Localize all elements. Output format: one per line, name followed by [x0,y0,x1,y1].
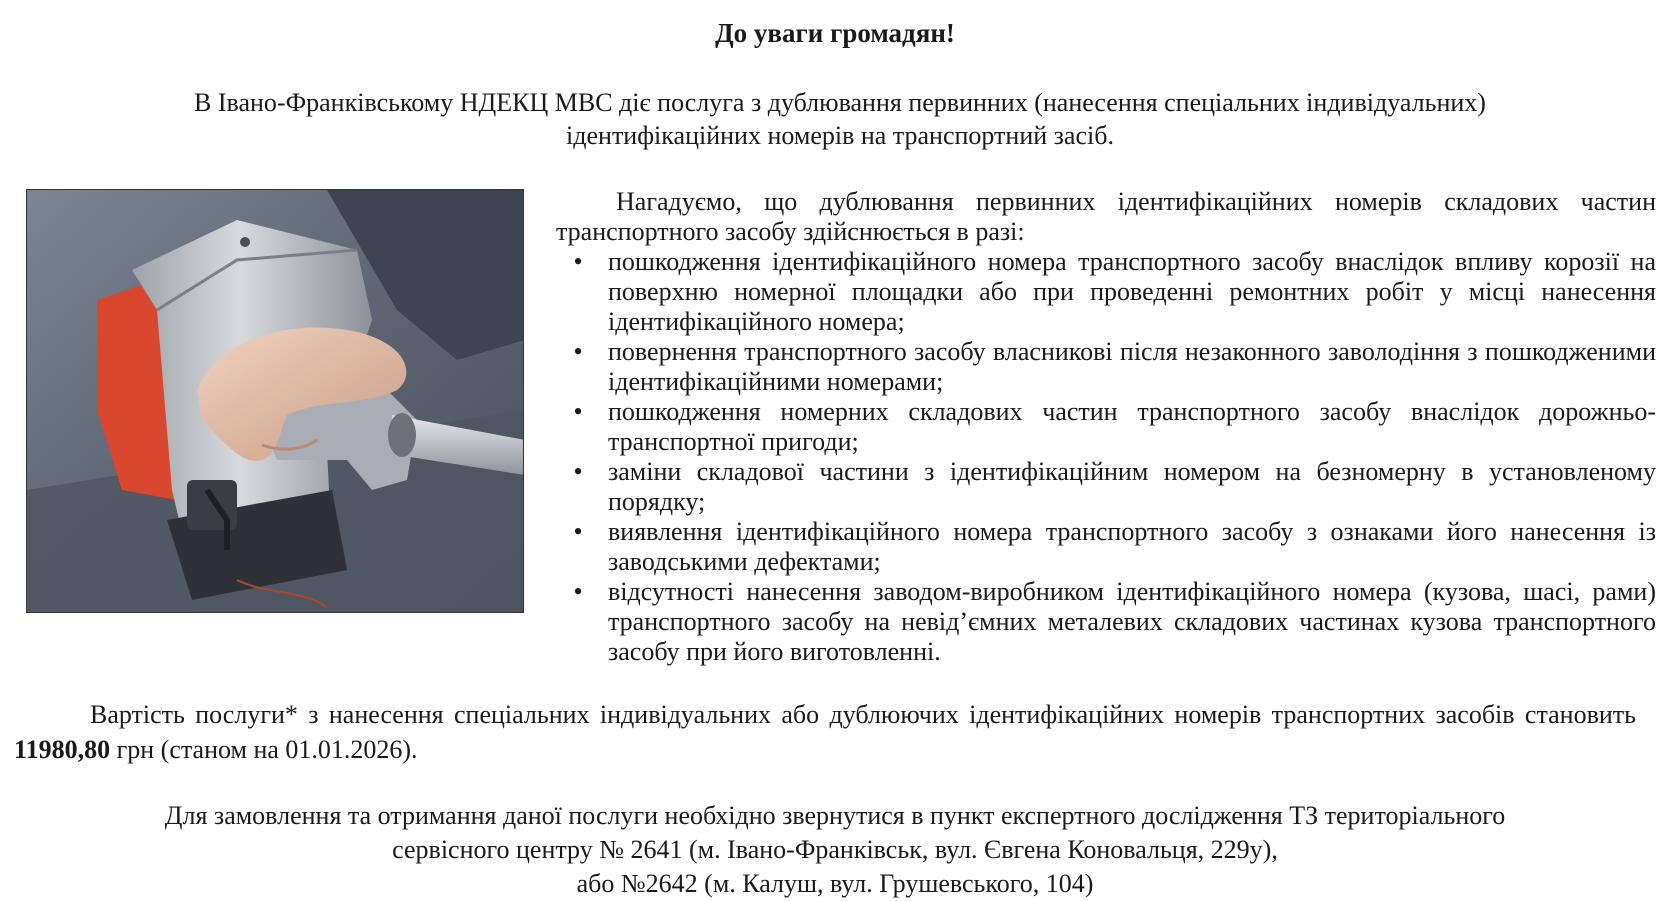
list-item-text: виявлення ідентифікаційного номера транспортного засобу з ознаками його нанесення із заводськими дефектами; [608,517,1656,576]
price-text-before: Вартість послуги* з нанесення спеціальних індивідуальних або дублюючих ідентифікаційних номерів транспортних засобів становить [90,700,1636,729]
marking-machine-illustration [27,190,524,613]
intro-paragraph [40,86,1640,152]
list-item-text: заміни складової частини з ідентифікаційним номером на безномерну в установленому порядку; [608,457,1656,516]
price-text-after: грн (станом на 01.01.2026). [110,735,418,764]
intro-line-2: ідентифікаційних номерів на транспортний засіб. [566,121,1114,150]
list-item [573,577,1656,667]
reasons-section [556,187,1656,667]
contact-paragraph [20,799,1650,901]
list-item [573,337,1656,397]
contact-line-1: Для замовлення та отримання даної послуги необхідно звернутися в пункт експертного дослідження ТЗ територіального [164,801,1506,830]
contact-line-3: або №2642 (м. Калуш, вул. Грушевського, 104) [576,869,1094,898]
bullet-icon: • [573,337,583,366]
list-item [573,397,1656,457]
bullet-icon: • [573,577,583,606]
intro-line-1: В Івано-Франківському НДЕКЦ МВС діє послуга з дублювання первинних (нанесення спеціальних індивідуальних) [194,88,1486,117]
bullet-icon: • [573,457,583,486]
bullet-icon: • [573,247,583,276]
list-item-text: відсутності нанесення заводом-виробником ідентифікаційного номера (кузова, шасі, рами) транспортного засобу на невід’ємних металевих складових частинах кузова транспортного засобу при його виготовленні. [608,577,1656,666]
list-item [573,517,1656,577]
reasons-lead: Нагадуємо, що дублювання первинних ідентифікаційних номерів складових частин транспортного засобу здійснюється в разі: [556,187,1656,246]
bullet-icon: • [573,397,583,426]
list-item-text: пошкодження номерних складових частин транспортного засобу внаслідок дорожньо-транспортної пригоди; [608,397,1656,456]
list-item [573,457,1656,517]
list-item-text: повернення транспортного засобу власникові після незаконного заволодіння з пошкодженими ідентифікаційними номерами; [608,337,1656,396]
list-item-text: пошкодження ідентифікаційного номера транспортного засобу внаслідок впливу корозії на поверхню номерної площадки або при проведенні ремонтних робіт у місці нанесення ідентифікаційного номера; [608,247,1656,336]
reasons-list [556,247,1656,667]
bullet-icon: • [573,517,583,546]
marking-machine-photo [26,189,524,613]
contact-line-2: сервісного центру № 2641 (м. Івано-Франківськ, вул. Євгена Коновальця, 229у), [392,835,1278,864]
page-title: До уваги громадян! [715,18,955,48]
list-item [573,247,1656,337]
price-paragraph [14,697,1636,767]
price-amount: 11980,80 [14,735,111,764]
